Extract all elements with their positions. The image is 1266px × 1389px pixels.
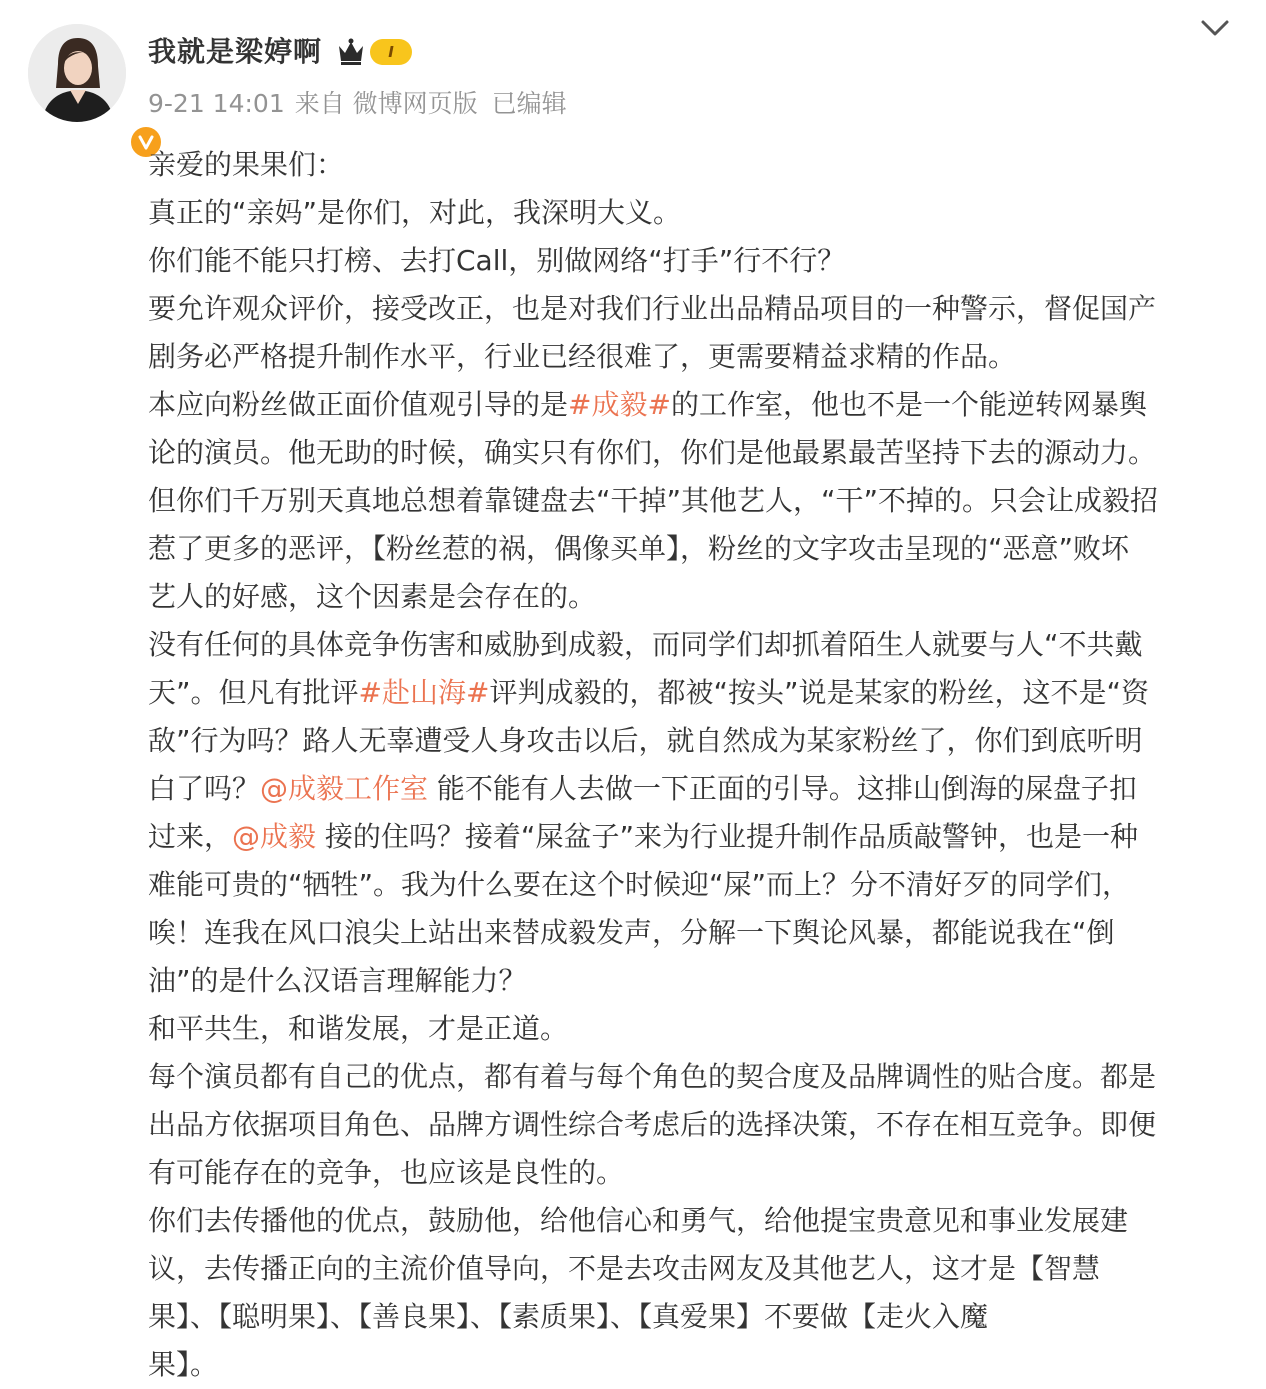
post-text: 真正的“亲妈”是你们，对此，我深明大义。 bbox=[148, 196, 682, 229]
post-line bbox=[148, 1053, 1248, 1101]
post-text: 评判成毅的，都被“按头”说是某家的粉丝，这不是“资 bbox=[489, 676, 1149, 709]
post-text: 的工作室，他也不是一个能逆转网暴舆 bbox=[670, 388, 1147, 421]
post-line bbox=[148, 429, 1248, 477]
post-text: 没有任何的具体竞争伤害和威胁到成毅，而同学们却抓着陌生人就要与人“不共戴 bbox=[148, 628, 1143, 661]
post-line bbox=[148, 1341, 1248, 1389]
post-text: 但你们千万别天真地总想着靠键盘去“干掉”其他艺人，“干”不掉的。只会让成毅招 bbox=[148, 484, 1159, 517]
avatar[interactable] bbox=[28, 24, 126, 122]
post-text: 议，去传播正向的主流价值导向，不是去攻击网友及其他艺人，这才是【智慧 bbox=[148, 1252, 1101, 1285]
post-line bbox=[148, 1245, 1248, 1293]
post-line bbox=[148, 141, 1248, 189]
post-line bbox=[148, 909, 1248, 957]
post-text: 亲爱的果果们： bbox=[148, 148, 345, 181]
post-text: 接的住吗？接着“屎盆子”来为行业提升制作品质敲警钟，也是一种 bbox=[316, 820, 1138, 853]
post-text: 果】、【聪明果】、【善良果】、【素质果】、【真爱果】不要做【走火入魔 bbox=[148, 1300, 989, 1333]
post-text: 惹了更多的恶评，【粉丝惹的祸，偶像买单】，粉丝的文字攻击呈现的“恶意”败坏 bbox=[148, 532, 1130, 565]
avatar-photo bbox=[28, 24, 126, 122]
post-text: 和平共生，和谐发展，才是正道。 bbox=[148, 1012, 569, 1045]
post-text: 唉！连我在风口浪尖上站出来替成毅发声，分解一下舆论风暴，都能说我在“倒 bbox=[148, 916, 1115, 949]
crown-icon bbox=[337, 36, 365, 66]
mention-link[interactable]: @成毅 bbox=[232, 820, 317, 853]
post-text: 剧务必严格提升制作水平，行业已经很难了，更需要精益求精的作品。 bbox=[148, 340, 1017, 373]
post-line bbox=[148, 621, 1248, 669]
post-line bbox=[148, 333, 1248, 381]
post-text: 论的演员。他无助的时候，确实只有你们，你们是他最累最苦坚持下去的源动力。 bbox=[148, 436, 1157, 469]
post-source: 来自 微博网页版 bbox=[294, 89, 478, 118]
post-line bbox=[148, 813, 1248, 861]
topic-link[interactable]: #成毅# bbox=[568, 388, 671, 421]
chevron-down-icon[interactable] bbox=[1198, 16, 1232, 40]
post-line bbox=[148, 1293, 1248, 1341]
mention-link[interactable]: @成毅工作室 bbox=[260, 772, 429, 805]
post-text: 要允许观众评价，接受改正，也是对我们行业出品精品项目的一种警示，督促国产 bbox=[148, 292, 1157, 325]
post-line bbox=[148, 957, 1248, 1005]
post-text: 难能可贵的“牺牲”。我为什么要在这个时候迎“屎”而上？分不清好歹的同学们， bbox=[148, 868, 1131, 901]
username[interactable]: 我就是梁婷啊 bbox=[148, 35, 323, 68]
post-line bbox=[148, 285, 1248, 333]
post-body bbox=[148, 141, 1248, 1389]
post-line bbox=[148, 1101, 1248, 1149]
post-meta bbox=[148, 84, 577, 120]
post-text: 艺人的好感，这个因素是会存在的。 bbox=[148, 580, 597, 613]
post-text: 能不能有人去做一下正面的引导。这排山倒海的屎盘子扣 bbox=[428, 772, 1137, 805]
post-line bbox=[148, 765, 1248, 813]
post-line bbox=[148, 1149, 1248, 1197]
post-line bbox=[148, 525, 1248, 573]
post-line bbox=[148, 861, 1248, 909]
post-text: 果】。 bbox=[148, 1348, 219, 1381]
post-text: 你们去传播他的优点，鼓励他，给他信心和勇气，给他提宝贵意见和事业发展建 bbox=[148, 1204, 1129, 1237]
post-text: 本应向粉丝做正面价值观引导的是 bbox=[148, 388, 569, 421]
post-line bbox=[148, 477, 1248, 525]
post-text: 出品方依据项目角色、品牌方调性综合考虑后的选择决策，不存在相互竞争。即便 bbox=[148, 1108, 1157, 1141]
post-line bbox=[148, 1005, 1248, 1053]
post-text: 有可能存在的竞争，也应该是良性的。 bbox=[148, 1156, 625, 1189]
edited-label[interactable]: 已编辑 bbox=[491, 89, 567, 118]
topic-link[interactable]: #赴山海# bbox=[358, 676, 490, 709]
post-text: 过来， bbox=[148, 820, 233, 853]
post-text: 油”的是什么汉语言理解能力？ bbox=[148, 964, 527, 997]
post-time[interactable]: 9-21 14:01 bbox=[148, 89, 285, 118]
post-line bbox=[148, 381, 1248, 429]
level-badge[interactable]: I bbox=[370, 39, 412, 65]
post-line bbox=[148, 573, 1248, 621]
post-line bbox=[148, 1197, 1248, 1245]
post-line bbox=[148, 189, 1248, 237]
post-text: 敌”行为吗？路人无辜遭受人身攻击以后，就自然成为某家粉丝了，你们到底听明 bbox=[148, 724, 1143, 757]
post-text: 天”。但凡有批评 bbox=[148, 676, 359, 709]
post-text: 你们能不能只打榜、去打Call，别做网络“打手”行不行？ bbox=[148, 244, 846, 277]
post-line bbox=[148, 237, 1248, 285]
post-text: 白了吗？ bbox=[148, 772, 261, 805]
post-text: 每个演员都有自己的优点，都有着与每个角色的契合度及品牌调性的贴合度。都是 bbox=[148, 1060, 1157, 1093]
post-line bbox=[148, 717, 1248, 765]
post-line bbox=[148, 669, 1248, 717]
